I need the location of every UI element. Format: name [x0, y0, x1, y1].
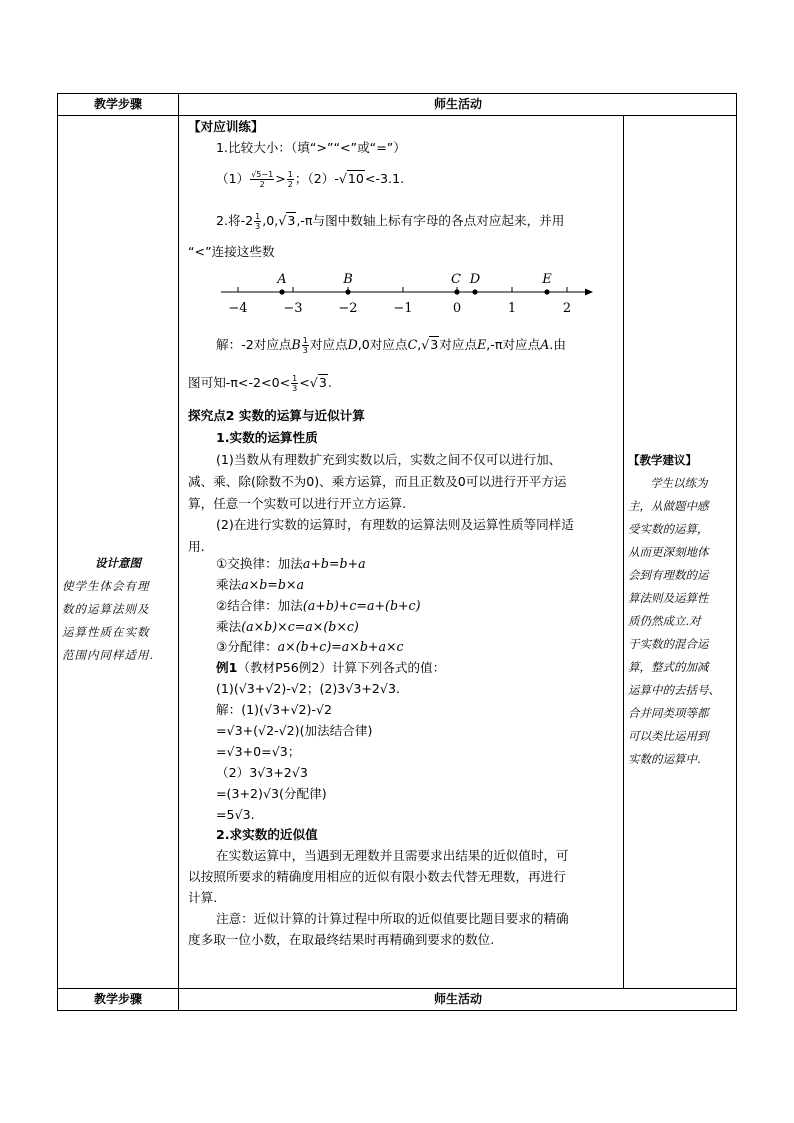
teaching-advice-line: 实数的运算中.	[628, 752, 701, 766]
teaching-advice-line: 学生以练为	[650, 476, 708, 490]
point-label: D	[469, 272, 481, 287]
number-line	[215, 268, 595, 320]
tick-label: −4	[228, 301, 248, 316]
point-e	[544, 289, 549, 294]
paragraph-line: 计算.	[188, 890, 218, 905]
tick-label: 0	[452, 301, 462, 316]
number-line-ticks	[238, 287, 567, 292]
sqrt: √10	[338, 171, 364, 186]
teaching-advice-line: 会到有理数的运	[628, 568, 709, 582]
header-step-label: 教学步骤	[93, 97, 142, 111]
tick-label: −2	[338, 301, 358, 316]
table-border-bottom	[57, 1010, 737, 1011]
paragraph-line: 用.	[188, 539, 205, 554]
sqrt: √3	[309, 375, 327, 390]
fraction: $\frac{√5-1}{2}$	[251, 170, 274, 189]
fraction: $\frac{1}{3}$	[292, 374, 298, 393]
point-b	[345, 289, 350, 294]
question-2-line-2: “<”连接这些数	[188, 244, 275, 259]
sqrt: √3	[421, 337, 439, 352]
paragraph-line: 度多取一位小数，在取最终结果时再精确到要求的数位.	[188, 932, 495, 947]
tick-label: −3	[283, 301, 303, 316]
teaching-advice	[628, 449, 734, 771]
teaching-advice-line: 主，从做题中感	[628, 499, 709, 513]
example-1-question: (1)(√3+√2)-√2；(2)3√3+2√3.	[216, 681, 400, 696]
law-associative-mul: 乘法(a×b)×c=a×(b×c)	[216, 619, 359, 634]
teaching-advice-line: 运算中的去括号、	[628, 683, 720, 697]
table-border-left	[57, 93, 58, 1011]
fraction: $\frac{1}{3}$	[302, 336, 308, 355]
design-intent-line: 运算性质在实数	[62, 625, 150, 639]
header-activity-label: 师生活动	[433, 97, 482, 111]
paragraph-line: 减、乘、除(除数不为0)、乘方运算，而且正数及0可以进行开平方运	[188, 474, 567, 489]
law-distributive: ③分配律：a×(b+c)=a×b+a×c	[216, 639, 404, 654]
tick-label: 1	[507, 301, 517, 316]
solution-line: =(3+2)√3(分配律)	[216, 786, 327, 801]
solution-line: =5√3.	[216, 807, 255, 822]
point-label: B	[343, 272, 353, 287]
solution-line: =√3+(√2-√2)(加法结合律)	[216, 723, 373, 738]
tick-label: −1	[393, 301, 413, 316]
table-border-header	[57, 115, 737, 116]
law-commutative-add: ①交换律：加法a+b=b+a	[216, 556, 366, 571]
section-title: 探究点2 实数的运算与近似计算	[188, 408, 365, 423]
training-title: 【对应训练】	[188, 119, 264, 134]
question-1-parts: （1） $\frac{√5-1}{2}$ > $\frac{1}{2}$ ；（2）-√10<-3.1.	[216, 170, 405, 189]
teaching-advice-line: 从而更深刻地体	[628, 545, 709, 559]
question-1-stem: 1.比较大小：（填“>”“<”或“=”）	[216, 140, 406, 155]
table-divider-2	[623, 115, 624, 988]
paragraph-line: 在实数运算中，当遇到无理数并且需要求出结果的近似值时，可	[216, 848, 569, 863]
footer-activity-label: 师生活动	[433, 992, 482, 1006]
subsection-2-title: 2.求实数的近似值	[216, 827, 318, 842]
law-associative-add: ②结合律：加法(a+b)+c=a+(b+c)	[216, 598, 421, 613]
teaching-advice-title: 【教学建议】	[628, 453, 697, 467]
table-divider-1	[178, 93, 179, 1011]
design-intent-line: 范围内同样适用.	[62, 648, 155, 662]
solution-line: （2）3√3+2√3	[216, 765, 308, 780]
solution-line: 解：(1)(√3+√2)-√2	[216, 702, 333, 717]
fraction: $\frac{1}{3}$	[255, 212, 261, 231]
fraction: $\frac{1}{2}$	[287, 170, 293, 189]
footer-step-label: 教学步骤	[93, 992, 142, 1006]
subsection-1-title: 1.实数的运算性质	[216, 430, 318, 445]
sqrt: √3	[278, 213, 296, 228]
paragraph-line: (2)在进行实数的运算时，有理数的运算法则及运算性质等同样适	[216, 517, 574, 532]
teaching-advice-line: 算，整式的加减	[628, 660, 709, 674]
design-intent-title: 设计意图	[95, 556, 141, 570]
teaching-advice-line: 质仍然成立.对	[628, 614, 701, 628]
point-labels	[276, 272, 552, 287]
table-border-right	[736, 93, 737, 1011]
point-label: A	[277, 272, 287, 287]
law-commutative-mul: 乘法a×b=b×a	[216, 577, 304, 592]
design-intent	[62, 552, 174, 667]
example-1: 例1（教材P56例2）计算下列各式的值：	[216, 660, 446, 675]
paragraph-line: 注意：近似计算的计算过程中所取的近似值要比题目要求的精确	[216, 911, 569, 926]
design-intent-line: 数的运算法则及	[62, 602, 150, 616]
paragraph-line: (1)当数从有理数扩充到实数以后，实数之间不仅可以进行加、	[216, 452, 562, 467]
paragraph-line: 以按照所要求的精确度用相应的近似有限小数去代替无理数，再进行	[188, 869, 566, 884]
answer-line-1: 解：-2对应点B $\frac{1}{3}$ 对应点D,0对应点C,√3对应点E,-π对应点A.由	[216, 336, 566, 355]
teaching-advice-line: 合并同类项等都	[628, 706, 709, 720]
question-2-line-1: 2.将-2 $\frac{1}{3}$ ,0,√3,-π与图中数轴上标有字母的各点对应起来，并用	[216, 212, 565, 231]
teaching-advice-line: 可以类比运用到	[628, 729, 709, 743]
point-a	[279, 289, 284, 294]
tick-labels	[228, 301, 571, 316]
teaching-advice-line: 受实数的运算，	[628, 522, 709, 536]
tick-label: 2	[562, 301, 572, 316]
point-c	[454, 289, 459, 294]
design-intent-line: 使学生体会有理	[62, 579, 150, 593]
paragraph-line: 算，任意一个实数可以进行开立方运算.	[188, 496, 407, 511]
teaching-advice-line: 算法则及运算性	[628, 591, 709, 605]
point-d	[472, 289, 477, 294]
number-line-arrow	[585, 289, 593, 296]
solution-line: =√3+0=√3；	[216, 744, 301, 759]
point-label: C	[451, 272, 461, 287]
answer-line-2: 图可知-π<-2<0< $\frac{1}{3}$ <√3.	[188, 374, 332, 393]
point-label: E	[542, 272, 552, 287]
teaching-advice-line: 于实数的混合运	[628, 637, 709, 651]
